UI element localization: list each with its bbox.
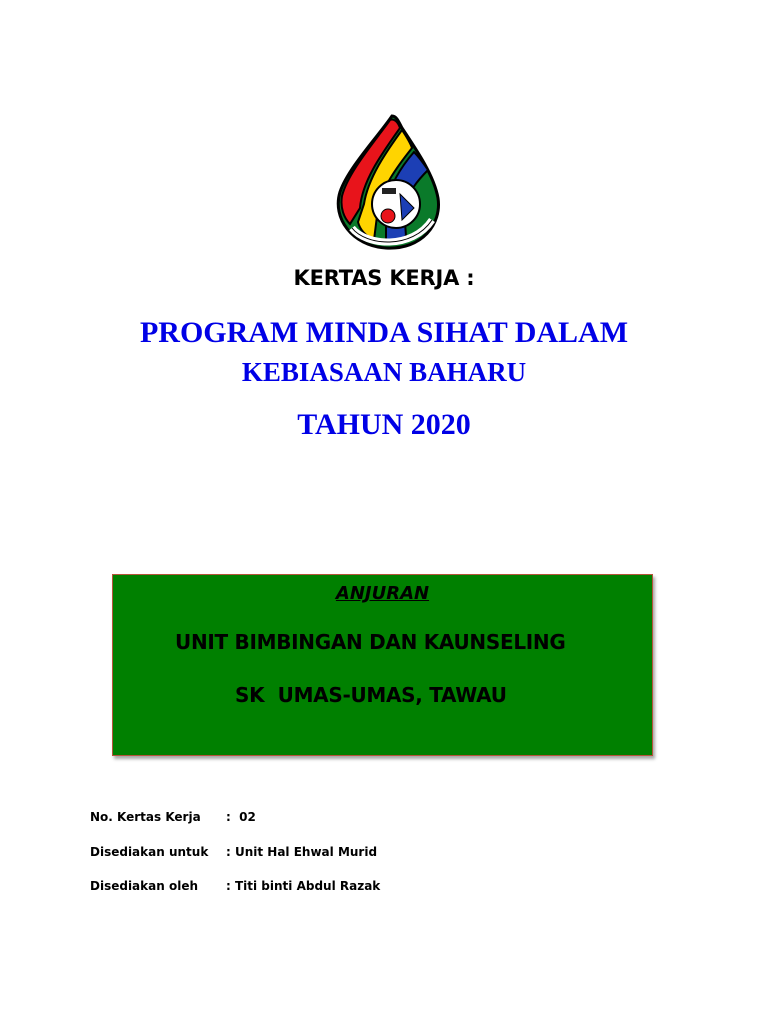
logo-flower-icon	[381, 209, 395, 223]
organizer-label: ANJURAN	[335, 583, 430, 604]
logo-center-emblem	[372, 180, 420, 228]
organizer-box	[112, 574, 653, 756]
info-label: Disediakan untuk	[90, 845, 209, 859]
info-label: No. Kertas Kerja	[90, 810, 201, 824]
document-type-heading: KERTAS KERJA :	[293, 266, 475, 290]
program-title-line-2: KEBIASAAN BAHARU	[241, 357, 527, 387]
organizer-school: SK UMAS-UMAS, TAWAU	[235, 683, 507, 707]
organizer-unit: UNIT BIMBINGAN DAN KAUNSELING	[175, 630, 566, 654]
info-value: : Titi binti Abdul Razak	[226, 879, 381, 893]
info-value: : Unit Hal Ehwal Murid	[226, 845, 378, 859]
info-label: Disediakan oleh	[90, 879, 198, 893]
logo-mortarboard-icon	[382, 188, 396, 194]
program-title-line-1: PROGRAM MINDA SIHAT DALAM	[139, 316, 629, 349]
info-value: : 02	[226, 810, 256, 824]
program-year-title: TAHUN 2020	[297, 408, 471, 441]
school-logo-icon	[330, 112, 444, 252]
